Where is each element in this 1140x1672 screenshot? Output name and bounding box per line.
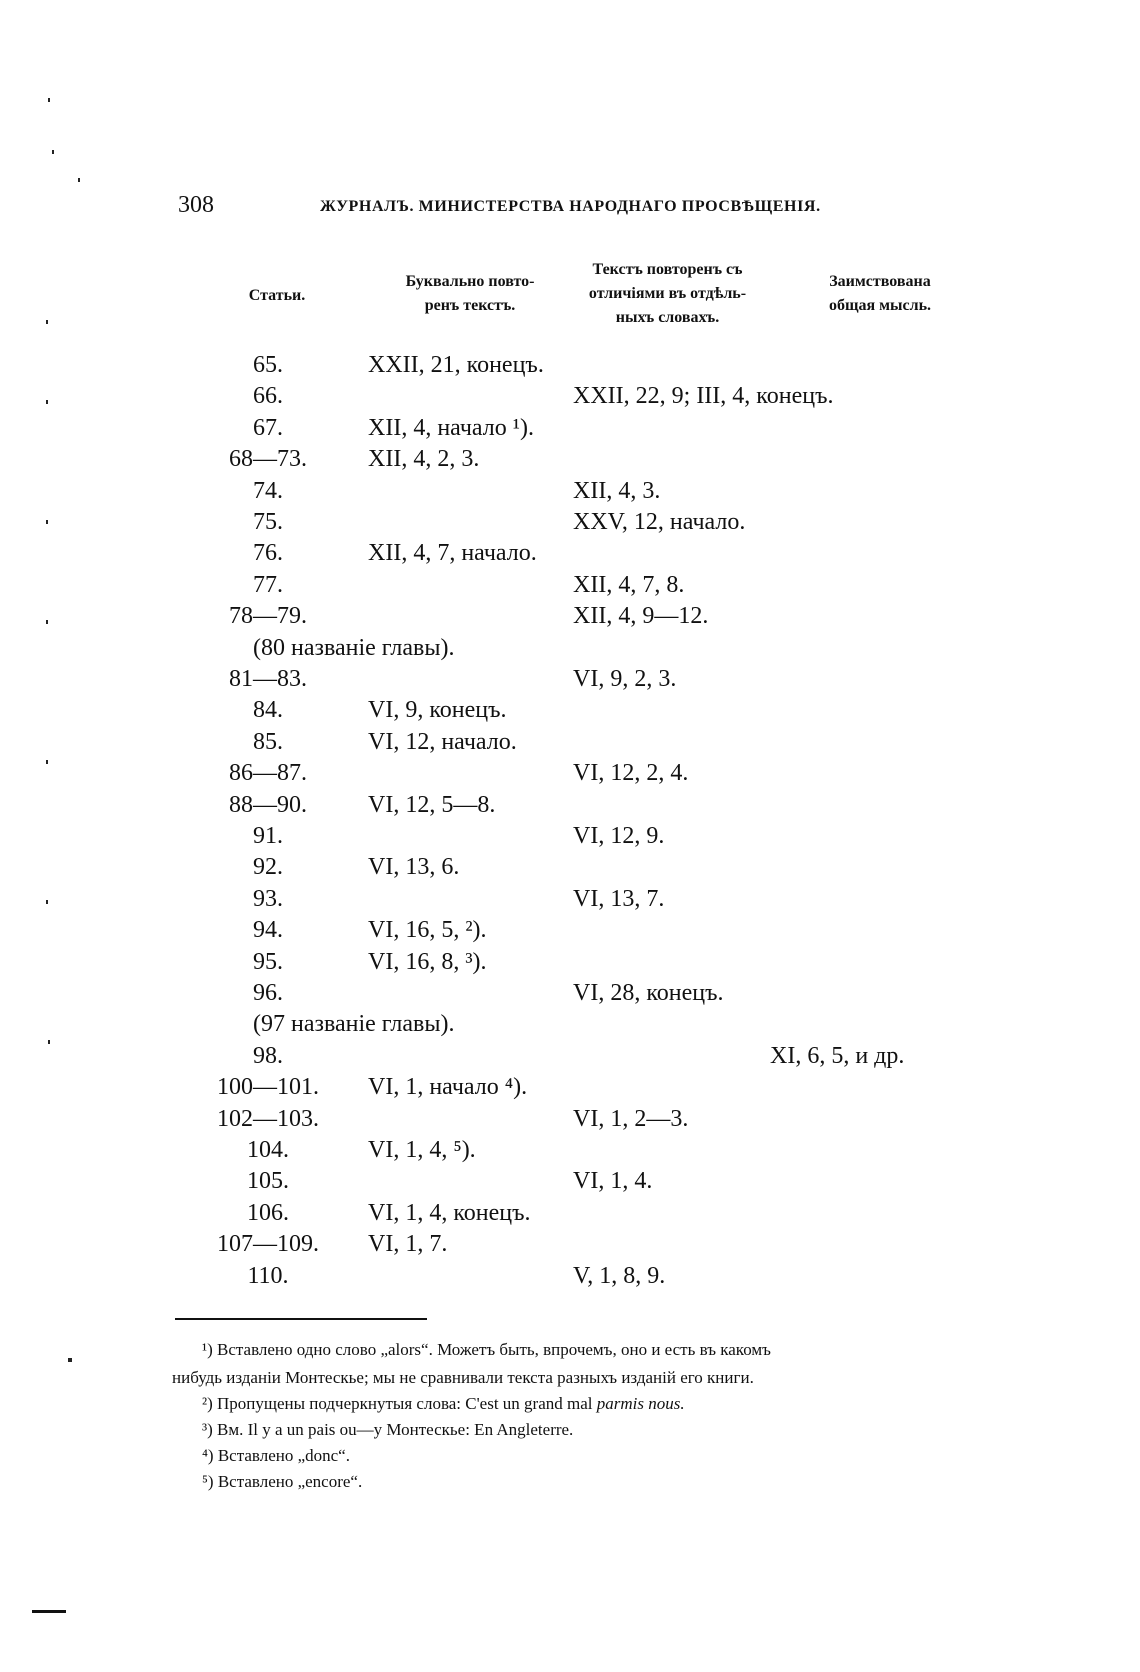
- table-row: [0, 415, 1140, 445]
- repeated-with-differences-cell: VI, 1, 2—3.: [573, 1105, 689, 1132]
- article-number-cell: 68—73.: [229, 446, 307, 473]
- table-row: [0, 572, 1140, 602]
- article-number-cell: 98.: [253, 1042, 283, 1069]
- table-row: [0, 446, 1140, 476]
- repeated-with-differences-cell: XII, 4, 3.: [573, 477, 661, 504]
- running-head: ЖУРНАЛЪ. МИНИСТЕРСТВА НАРОДНАГО ПРОСВѢЩЕНІЯ.: [320, 198, 821, 215]
- table-row: [0, 1263, 1140, 1293]
- scan-speck: [46, 620, 48, 624]
- table-row: [0, 823, 1140, 853]
- article-number-cell: 75.: [253, 509, 283, 535]
- scan-speck: [68, 1358, 72, 1362]
- article-number-cell: 96.: [253, 980, 283, 1006]
- table-row: [0, 1074, 1140, 1104]
- table-row: [0, 1231, 1140, 1261]
- table-row: [0, 1168, 1140, 1198]
- table-row: [0, 540, 1140, 570]
- column-header-literal: [380, 270, 560, 318]
- scan-speck: [48, 98, 50, 102]
- scan-edge-mark: [32, 1610, 66, 1613]
- column-header-literal-line1: Буквально повто-: [405, 273, 535, 290]
- scan-speck: [48, 1040, 50, 1044]
- column-header-borrowed-idea-line1: Заимствована: [829, 273, 931, 290]
- repeated-with-differences-cell: VI, 1, 4.: [573, 1168, 653, 1195]
- article-number-cell: 78—79.: [229, 603, 307, 630]
- literal-repeat-cell: XII, 4, 7, начало.: [368, 540, 537, 567]
- literal-repeat-cell: XXII, 21, конецъ.: [368, 352, 544, 378]
- footnote-1-line1: ¹) Вставлено одно слово „alors“. Можетъ быть, впрочемъ, оно и есть въ какомъ: [202, 1340, 771, 1359]
- column-header-articles: [232, 284, 322, 308]
- table-row: [0, 1137, 1140, 1167]
- repeated-with-differences-cell: VI, 28, конецъ.: [573, 980, 724, 1006]
- literal-repeat-cell: VI, 1, 4, ⁵).: [368, 1137, 476, 1163]
- article-number-cell: 94.: [253, 917, 283, 944]
- scan-speck: [46, 400, 48, 404]
- article-number-cell: 88—90.: [229, 791, 307, 818]
- table-row: [0, 478, 1140, 508]
- table-row: [0, 917, 1140, 947]
- article-number-cell: 84.: [253, 697, 283, 724]
- footnote-3: ³) Вм. Il y a un pais ou—у Монтескье: En Angleterre.: [202, 1420, 574, 1439]
- literal-repeat-cell: VI, 12, начало.: [368, 728, 517, 755]
- table-row: [0, 1011, 1140, 1041]
- column-header-borrowed-idea-line2: общая мысль.: [828, 297, 932, 314]
- article-number-cell: 105.: [247, 1168, 289, 1195]
- article-number-cell: 74.: [253, 477, 283, 504]
- repeated-with-differences-cell: XXII, 22, 9; III, 4, конецъ.: [573, 383, 834, 410]
- article-number-cell: 65.: [253, 352, 283, 378]
- footnote-5: ⁵) Вставлено „encore“.: [202, 1472, 363, 1491]
- scan-speck: [46, 520, 48, 524]
- column-header-differences-line1: Текстъ повторенъ съ: [592, 261, 743, 278]
- scan-speck: [46, 900, 48, 904]
- table-row: [0, 1106, 1140, 1136]
- literal-repeat-cell: VI, 9, конецъ.: [368, 697, 507, 724]
- literal-repeat-cell: VI, 1, начало ⁴).: [368, 1074, 528, 1101]
- footnote-4: ⁴) Вставлено „donc“.: [202, 1446, 350, 1465]
- article-number-cell: 66.: [253, 383, 283, 410]
- article-number-cell: 91.: [253, 823, 283, 849]
- table-row: [0, 697, 1140, 727]
- article-number-cell: 104.: [247, 1137, 289, 1163]
- article-number-cell: 92.: [253, 854, 283, 881]
- article-number-cell: 86—87.: [229, 760, 307, 787]
- chapter-title-note: (97 названіе главы).: [253, 1011, 455, 1038]
- table-row: [0, 886, 1140, 916]
- footnote-rule: [175, 1318, 427, 1320]
- article-number-cell: 110.: [247, 1262, 289, 1289]
- literal-repeat-cell: XII, 4, 2, 3.: [368, 446, 480, 473]
- column-header-differences: [565, 258, 770, 330]
- article-number-cell: 95.: [253, 948, 283, 975]
- repeated-with-differences-cell: V, 1, 8, 9.: [573, 1262, 666, 1289]
- repeated-with-differences-cell: XII, 4, 7, 8.: [573, 571, 685, 598]
- borrowed-idea-cell: XI, 6, 5, и др.: [770, 1042, 905, 1069]
- table-row: [0, 1200, 1140, 1230]
- literal-repeat-cell: VI, 1, 7.: [368, 1231, 448, 1258]
- footnote-2-italic: parmis nous.: [596, 1394, 685, 1413]
- table-row: [0, 949, 1140, 979]
- footnote-1-line2: нибудь изданіи Монтескье; мы не сравнивали текста разныхъ изданій его книги.: [172, 1368, 754, 1387]
- table-row: [0, 635, 1140, 665]
- table-row: [0, 603, 1140, 633]
- column-header-articles-text: Статьи.: [248, 287, 306, 304]
- repeated-with-differences-cell: VI, 9, 2, 3.: [573, 666, 677, 692]
- table-row: [0, 792, 1140, 822]
- literal-repeat-cell: VI, 16, 5, ²).: [368, 917, 487, 944]
- table-row: [0, 980, 1140, 1010]
- literal-repeat-cell: VI, 1, 4, конецъ.: [368, 1199, 531, 1226]
- literal-repeat-cell: XII, 4, начало ¹).: [368, 414, 534, 441]
- article-number-cell: 81—83.: [229, 666, 307, 692]
- chapter-title-note: (80 названіе главы).: [253, 634, 455, 661]
- repeated-with-differences-cell: XXV, 12, начало.: [573, 509, 746, 535]
- repeated-with-differences-cell: XII, 4, 9—12.: [573, 603, 709, 630]
- scan-speck: [52, 150, 54, 154]
- article-number-cell: 107—109.: [217, 1231, 319, 1258]
- footnote-2: [202, 1391, 685, 1417]
- literal-repeat-cell: VI, 12, 5—8.: [368, 791, 496, 818]
- footnote-2-text: ²) Пропущены подчеркнутыя слова: C'est un grand mal: [202, 1394, 597, 1413]
- article-number-cell: 76.: [253, 540, 283, 567]
- repeated-with-differences-cell: VI, 12, 9.: [573, 823, 665, 849]
- literal-repeat-cell: VI, 13, 6.: [368, 854, 460, 881]
- article-number-cell: 102—103.: [217, 1105, 319, 1132]
- table-row: [0, 854, 1140, 884]
- article-number-cell: 67.: [253, 414, 283, 441]
- article-number-cell: 77.: [253, 571, 283, 598]
- table-row: [0, 729, 1140, 759]
- repeated-with-differences-cell: VI, 12, 2, 4.: [573, 760, 689, 787]
- article-number-cell: 106.: [247, 1199, 289, 1226]
- article-number-cell: 85.: [253, 728, 283, 755]
- article-number-cell: 100—101.: [217, 1074, 319, 1101]
- table-row: [0, 760, 1140, 790]
- table-row: [0, 352, 1140, 382]
- table-row: [0, 1043, 1140, 1073]
- page-number: 308: [178, 192, 214, 218]
- scan-speck: [78, 178, 80, 182]
- column-header-differences-line3: ныхъ словахъ.: [615, 309, 720, 326]
- repeated-with-differences-cell: VI, 13, 7.: [573, 885, 665, 912]
- table-row: [0, 666, 1140, 696]
- literal-repeat-cell: VI, 16, 8, ³).: [368, 948, 487, 975]
- column-header-differences-line2: отличіями въ отдѣль-: [588, 285, 747, 302]
- table-row: [0, 383, 1140, 413]
- scan-speck: [46, 760, 48, 764]
- column-header-borrowed-idea: [800, 270, 960, 318]
- article-number-cell: 93.: [253, 885, 283, 912]
- table-row: [0, 509, 1140, 539]
- column-header-literal-line2: ренъ текстъ.: [424, 297, 516, 314]
- scan-speck: [46, 320, 48, 324]
